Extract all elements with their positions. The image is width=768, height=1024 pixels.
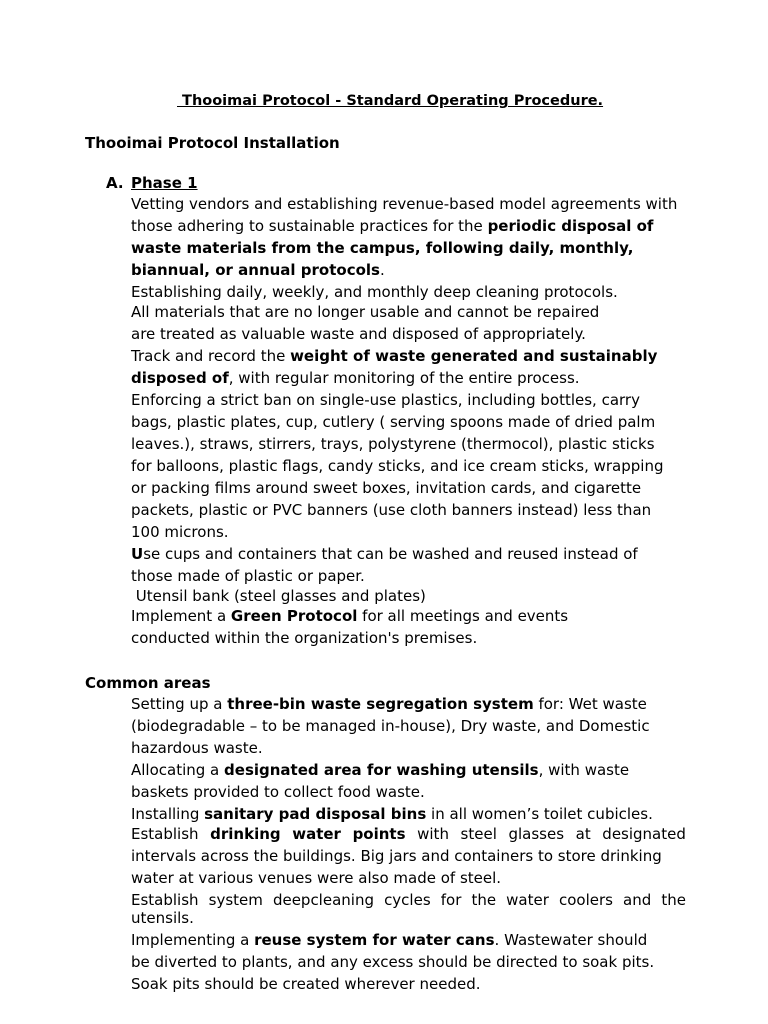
text: designated <box>602 825 686 843</box>
bold-text: sanitary pad disposal bins <box>204 805 427 823</box>
common-areas-line <box>131 760 629 780</box>
bold-text: drinking <box>210 825 281 843</box>
text: , with regular monitoring of the entire process. <box>228 369 580 387</box>
phase-1-line <box>131 412 655 432</box>
text: . Wastewater should <box>494 931 648 949</box>
phase-1-line <box>131 216 653 236</box>
text: those adhering to sustainable practices for the <box>131 217 488 235</box>
text: hazardous waste. <box>131 739 263 757</box>
phase-1-line <box>131 434 655 454</box>
text: those made of plastic or paper. <box>131 567 365 585</box>
text: deepcleaning <box>272 891 374 909</box>
text: glasses <box>508 825 565 843</box>
text: Allocating a <box>131 761 225 779</box>
text: for balloons, plastic flags, candy sticks, and ice cream sticks, wrapping <box>131 457 664 475</box>
text: leaves.), straws, stirrers, trays, polystyrene (thermocol), plastic sticks <box>131 435 655 453</box>
phase-1-line <box>131 238 633 258</box>
common-areas-line <box>131 694 647 714</box>
phase-1-line <box>131 586 426 606</box>
phase-1-line <box>131 346 657 366</box>
text: utensils. <box>131 909 194 927</box>
common-areas-heading: Common areas <box>85 674 211 692</box>
text: system <box>208 891 263 909</box>
text: bags, plastic plates, cup, cutlery ( serving spoons made of dried palm <box>131 413 656 431</box>
text: Soak pits should be created wherever needed. <box>131 975 481 993</box>
phase-1-line <box>131 606 568 626</box>
bold-text: disposed of <box>131 369 229 387</box>
common-areas-line <box>131 846 662 866</box>
common-areas-line <box>131 716 650 736</box>
text: , with waste <box>538 761 630 779</box>
bold-text: weight of waste generated and sustainably <box>290 347 658 365</box>
text: Track and record the <box>131 347 291 365</box>
text: Implement a <box>131 607 231 625</box>
text: conducted within the organization's premises. <box>131 629 478 647</box>
common-areas-line <box>131 782 425 802</box>
common-areas-line <box>131 824 686 844</box>
phase-1-line <box>131 282 618 302</box>
text: Vetting vendors and establishing revenue-based model agreements with <box>131 195 678 213</box>
bold-text: reuse system for water cans <box>254 931 495 949</box>
phase-1-line <box>131 456 664 476</box>
text: All materials that are no longer usable and cannot be repaired <box>131 303 600 321</box>
text: Enforcing a strict ban on single-use plastics, including bottles, carry <box>131 391 640 409</box>
text: (biodegradable – to be managed in-house), Dry waste, and Domestic <box>131 717 650 735</box>
text: or packing films around sweet boxes, invitation cards, and cigarette <box>131 479 642 497</box>
text: for <box>440 891 462 909</box>
text: Utensil bank (steel glasses and plates) <box>131 587 426 605</box>
text: the <box>471 891 497 909</box>
text: cycles <box>384 891 431 909</box>
phase-1-line <box>131 324 586 344</box>
text: coolers <box>558 891 613 909</box>
phase-1-line <box>131 500 651 520</box>
bold-text: points <box>352 825 406 843</box>
text: the <box>661 891 686 909</box>
phase-1-line <box>131 260 385 280</box>
phase-1-line <box>131 544 638 564</box>
phase-1-line <box>131 390 640 410</box>
text: water at various venues were also made of steel. <box>131 869 502 887</box>
text: baskets provided to collect food waste. <box>131 783 425 801</box>
bold-text: three-bin waste segregation system <box>227 695 534 713</box>
phase-1-line <box>131 368 580 388</box>
bold-text: waste materials from the campus, following daily, monthly, <box>131 239 634 257</box>
phase-1-line <box>131 628 477 648</box>
bold-text: biannual, or annual protocols <box>131 261 380 279</box>
text: Establish <box>131 825 199 843</box>
text: Implementing a <box>131 931 255 949</box>
common-areas-line <box>131 930 647 950</box>
common-areas-line <box>131 908 194 928</box>
phase-1-line <box>131 302 599 322</box>
common-areas-line <box>131 868 501 888</box>
bold-text: U <box>131 545 144 563</box>
phase-1-line <box>131 522 229 542</box>
text: water <box>506 891 549 909</box>
phase-1-line <box>131 566 365 586</box>
text: 100 microns. <box>131 523 229 541</box>
phase-1-line <box>131 194 677 214</box>
common-areas-line <box>131 738 263 758</box>
bold-text: designated area for washing utensils <box>224 761 539 779</box>
text: Setting up a <box>131 695 228 713</box>
text: packets, plastic or PVC banners (use cloth banners instead) less than <box>131 501 652 519</box>
bold-text: Green Protocol <box>230 607 358 625</box>
phase-list-marker: A. <box>106 174 124 192</box>
text: . <box>379 261 385 279</box>
phase-1-line <box>131 478 641 498</box>
phase-1-heading: Phase 1 <box>131 174 198 192</box>
text: in all women’s toilet cubicles. <box>426 805 653 823</box>
text: at <box>575 825 591 843</box>
common-areas-line <box>131 804 653 824</box>
text: are treated as valuable waste and disposed of appropriately. <box>131 325 586 343</box>
text: steel <box>460 825 497 843</box>
text: with <box>417 825 449 843</box>
bold-text: water <box>292 825 341 843</box>
text: Establishing daily, weekly, and monthly deep cleaning protocols. <box>131 283 618 301</box>
text: intervals across the buildings. Big jars and containers to store drinking <box>131 847 662 865</box>
text: be diverted to plants, and any excess should be directed to soak pits. <box>131 953 655 971</box>
document-title: Thooimai Protocol - Standard Operating Procedure. <box>177 93 604 109</box>
text: for all meetings and events <box>357 607 569 625</box>
bold-text: periodic disposal of <box>487 217 654 235</box>
common-areas-line <box>131 890 686 910</box>
common-areas-line <box>131 974 481 994</box>
common-areas-line <box>131 952 654 972</box>
text: Establish <box>131 891 199 909</box>
text: se cups and containers that can be washed and reused instead of <box>143 545 638 563</box>
text: and <box>623 891 652 909</box>
installation-heading: Thooimai Protocol Installation <box>85 134 340 152</box>
text: for: Wet waste <box>533 695 647 713</box>
text: Installing <box>131 805 205 823</box>
